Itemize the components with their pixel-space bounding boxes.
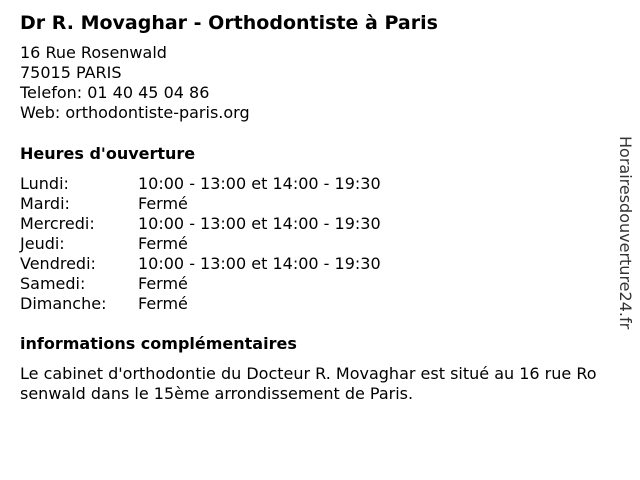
hours-row-mercredi (20, 214, 381, 234)
website-link[interactable]: Web: orthodontiste-paris.org (20, 103, 250, 122)
hours-value: Fermé (138, 294, 188, 313)
day-label: Mercredi: (20, 214, 95, 233)
hours-value: Fermé (138, 234, 188, 253)
day-label: Samedi: (20, 274, 86, 293)
day-label: Vendredi: (20, 254, 96, 273)
hours-row-dimanche (20, 294, 381, 314)
day-label: Lundi: (20, 174, 69, 193)
hours-value: 10:00 - 13:00 et 14:00 - 19:30 (138, 254, 381, 273)
opening-hours-heading: Heures d'ouverture (20, 144, 196, 163)
hours-value: 10:00 - 13:00 et 14:00 - 19:30 (138, 174, 381, 193)
city-address: 75015 PARIS (20, 63, 122, 82)
hours-value: Fermé (138, 194, 188, 213)
hours-value: 10:00 - 13:00 et 14:00 - 19:30 (138, 214, 381, 233)
phone-number: Telefon: 01 40 45 04 86 (20, 83, 210, 102)
address-block (20, 43, 250, 123)
day-label: Mardi: (20, 194, 70, 213)
hours-row-samedi (20, 274, 381, 294)
site-watermark: Horairesdouverture24.fr (616, 136, 635, 330)
additional-info-text: Le cabinet d'orthodontie du Docteur R. Movaghar est situé au 16 rue Rosenwald dans le 15ème arrondissement de Paris. (20, 364, 597, 403)
hours-row-vendredi (20, 254, 381, 274)
day-label: Jeudi: (20, 234, 65, 253)
hours-value: Fermé (138, 274, 188, 293)
day-label: Dimanche: (20, 294, 107, 313)
page-title: Dr R. Movaghar - Orthodontiste à Paris (20, 12, 438, 34)
street-address: 16 Rue Rosenwald (20, 43, 167, 62)
hours-row-jeudi (20, 234, 381, 254)
opening-hours-table (20, 174, 381, 314)
hours-row-lundi (20, 174, 381, 194)
hours-row-mardi (20, 194, 381, 214)
additional-info-heading: informations complémentaires (20, 334, 297, 353)
